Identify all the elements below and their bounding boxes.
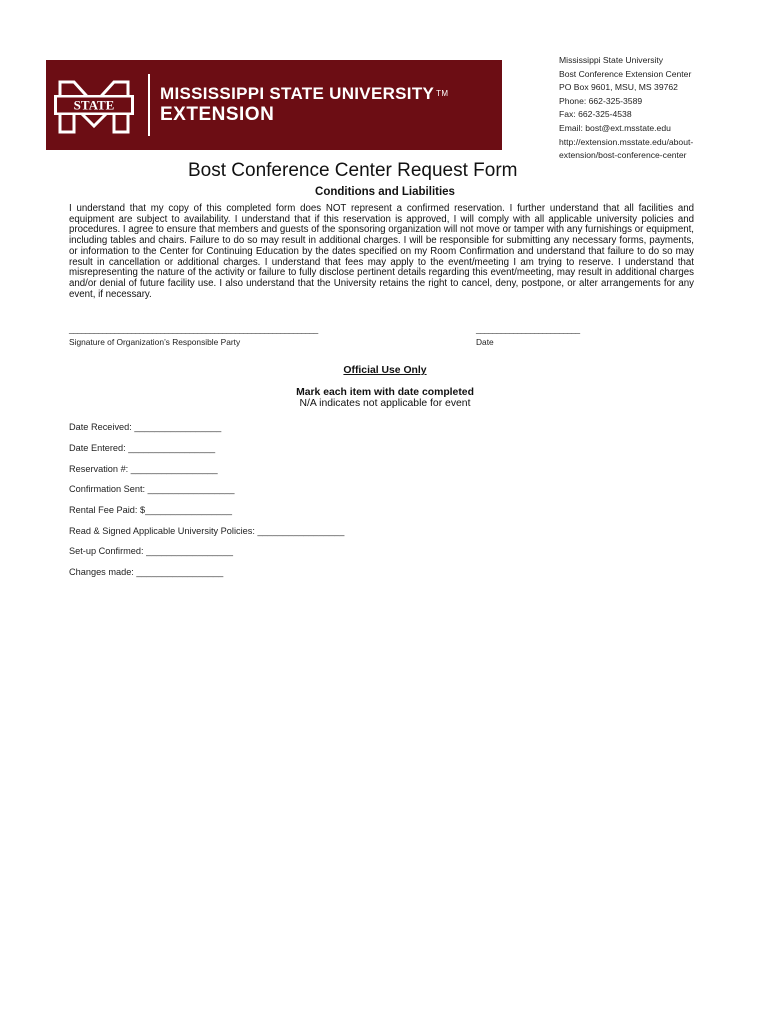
contact-line: http://extension.msstate.edu/about- <box>559 136 694 147</box>
official-use-title: Official Use Only <box>343 365 427 376</box>
setup-confirmed-field[interactable]: Set-up Confirmed: _________________ <box>69 546 233 556</box>
na-note: N/A indicates not applicable for event <box>299 398 471 409</box>
date-label: Date <box>476 337 494 347</box>
contact-line: Mississippi State University <box>559 55 664 65</box>
banner-divider <box>148 74 150 136</box>
date-line[interactable]: _________________________ <box>476 325 580 334</box>
header-banner <box>46 60 502 150</box>
confirmation-sent-field[interactable]: Confirmation Sent: _________________ <box>69 484 235 494</box>
university-name-text: MISSISSIPPI STATE UNIVERSITY <box>160 84 435 103</box>
changes-made-field[interactable]: Changes made: _________________ <box>69 567 224 577</box>
contact-line: Fax: 662-325-4538 <box>559 109 632 120</box>
logo-state-text: STATE <box>73 97 115 113</box>
contact-line: extension/bost-conference-center <box>559 150 687 161</box>
university-name <box>160 83 448 104</box>
reservation-number-field[interactable]: Reservation #: _________________ <box>69 464 218 474</box>
trademark-symbol: TM <box>436 89 449 98</box>
conditions-title: Conditions and Liabilities <box>315 186 455 198</box>
contact-line: Bost Conference Extension Center <box>559 68 692 79</box>
date-received-field[interactable]: Date Received: _________________ <box>69 422 222 432</box>
rental-fee-paid-field[interactable]: Rental Fee Paid: $_________________ <box>69 505 232 515</box>
policies-signed-field[interactable]: Read & Signed Applicable University Policies: _________________ <box>69 526 345 536</box>
conditions-body: I understand that my copy of this completed form does NOT represent a confirmed reservation. I further understand that all facilities and equipment are subject to availability. I understand that if this reservation is approved, I will comply with all applicable university policies and procedures. I agree to ensure that members and guests of the sponsoring organization will not move or tamper with any furnishings or equipment, including tables and chairs. Failure to do so may result in additional charges. I will be responsible for submitting any necessary forms, payments, or information to the Center for Continuing Education by the dates specified on my Room Confirmation and understand that failure to do so may result in cancellation or additional charges. I understand that fees may apply to the event/meeting I am trying to reserve. I understand that misrepresenting the nature of the activity or failure to fully disclose pertinent details regarding this event/meeting, may result in additional charges and/or denial of future facility use. I also understand that the University retains the right to cancel, deny, postpone, or alter arrangements for any event, if necessary. <box>69 203 694 300</box>
msu-m-state-logo <box>52 78 136 136</box>
form-title: Bost Conference Center Request Form <box>188 160 518 181</box>
signature-line[interactable]: ____________________________________________________________ <box>69 325 318 334</box>
contact-line: Email: bost@ext.msstate.edu <box>559 122 671 133</box>
extension-label: EXTENSION <box>160 104 275 125</box>
contact-line: PO Box 9601, MSU, MS 39762 <box>559 82 678 93</box>
contact-line: Phone: 662-325-3589 <box>559 95 643 106</box>
contact-info <box>559 54 759 163</box>
date-entered-field[interactable]: Date Entered: _________________ <box>69 443 216 453</box>
mark-items-title: Mark each item with date completed <box>296 387 474 398</box>
signature-label: Signature of Organization’s Responsible Party <box>69 337 241 347</box>
